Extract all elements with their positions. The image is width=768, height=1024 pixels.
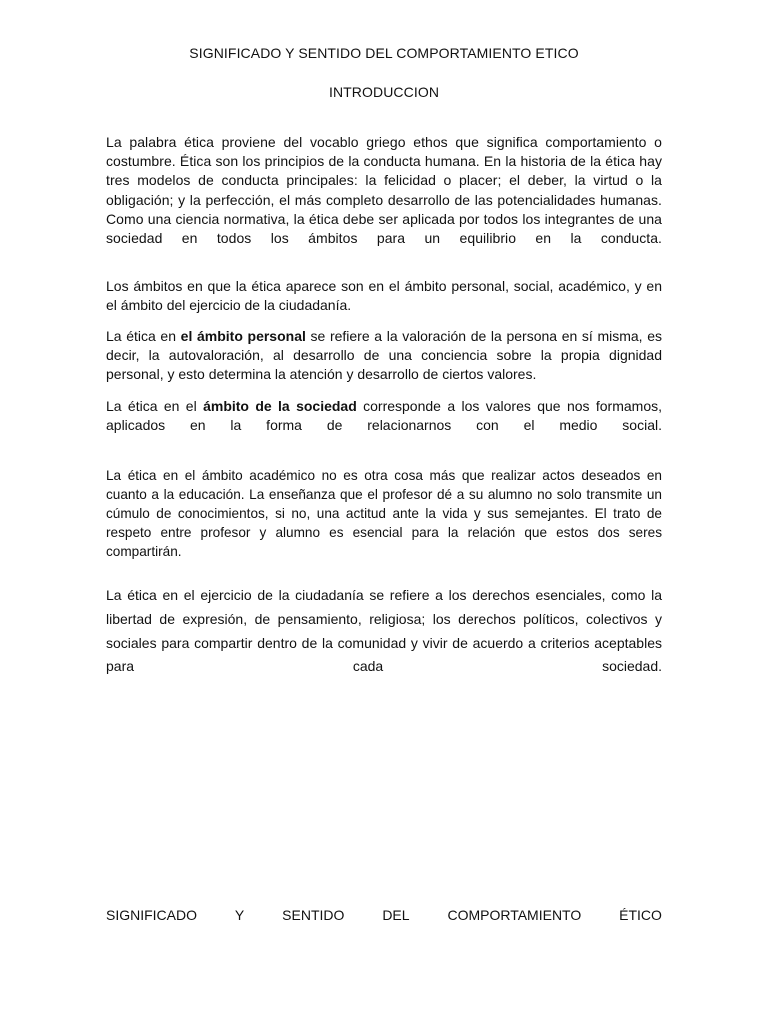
repeated-title-word: COMPORTAMIENTO [447,907,582,923]
paragraph-intro: La palabra ética proviene del vocablo griego ethos que significa comportamiento o costumbre. Ética son los principios de la conducta humana. En la historia de la ética hay tres modelos de conducta principales: la felicidad o placer; el deber, la virtud o la obligación; y la perfección, el más completo desarrollo de las potencialidades humanas. Como una ciencia normativa, la ética debe ser aplicada por todos los integrantes de una sociedad en todos los ámbitos para un equilibrio en la conducta. [106,134,662,247]
repeated-title-word: DEL [382,907,410,923]
paragraph-ambito-sociedad-rest: corresponde a los valores que nos formamos, aplicados en la forma de relacionarnos con el medio social. [106,398,663,434]
paragraph-ambito-personal-bold: el ámbito personal [180,328,306,344]
paragraph-ambito-personal-rest: se refiere a la valoración de la persona en sí misma, es decir, la autovaloración, al desarrollo de una conciencia sobre la propia dignidad personal, y esto determina la atención y desarrollo de ciertos valores. [106,328,663,383]
paragraph-ambito-sociedad [106,397,662,435]
repeated-title-word: Y [234,907,245,923]
paragraph-ambito-sociedad-bold: ámbito de la sociedad [203,398,357,414]
paragraph-ambitos: Los ámbitos en que la ética aparece son en el ámbito personal, social, académico, y en el ámbito del ejercicio de la ciudadanía. [106,278,662,314]
paragraph-ambito-personal-lead: La ética en [106,328,181,344]
repeated-title-word: SENTIDO [282,907,345,923]
repeated-title-word: SIGNIFICADO [106,907,198,923]
document-title: SIGNIFICADO Y SENTIDO DEL COMPORTAMIENTO ETICO [189,45,579,61]
repeated-title-word: ÉTICO [619,907,662,923]
paragraph-ambito-academico: La ética en el ámbito académico no es otra cosa más que realizar actos deseados en cuanto a la educación. La enseñanza que el profesor dé a su alumno no solo transmite un cúmulo de conocimientos, si no, una actitud ante la vida y sus semejantes. El trato de respeto entre profesor y alumno es esencial para la relación que estos dos seres compartirán. [106,468,662,559]
section-heading: INTRODUCCION [328,84,440,100]
paragraph-ambito-sociedad-lead: La ética en el [106,398,204,414]
paragraph-ambito-personal [106,327,662,385]
paragraph-ciudadania: La ética en el ejercicio de la ciudadanía se refiere a los derechos esenciales, como la libertad de expresión, de pensamiento, religiosa; los derechos políticos, colectivos y sociales para compartir dentro de la comunidad y vivir de acuerdo a criterios aceptables para cada sociedad. [106,587,662,675]
repeated-title [106,907,662,923]
